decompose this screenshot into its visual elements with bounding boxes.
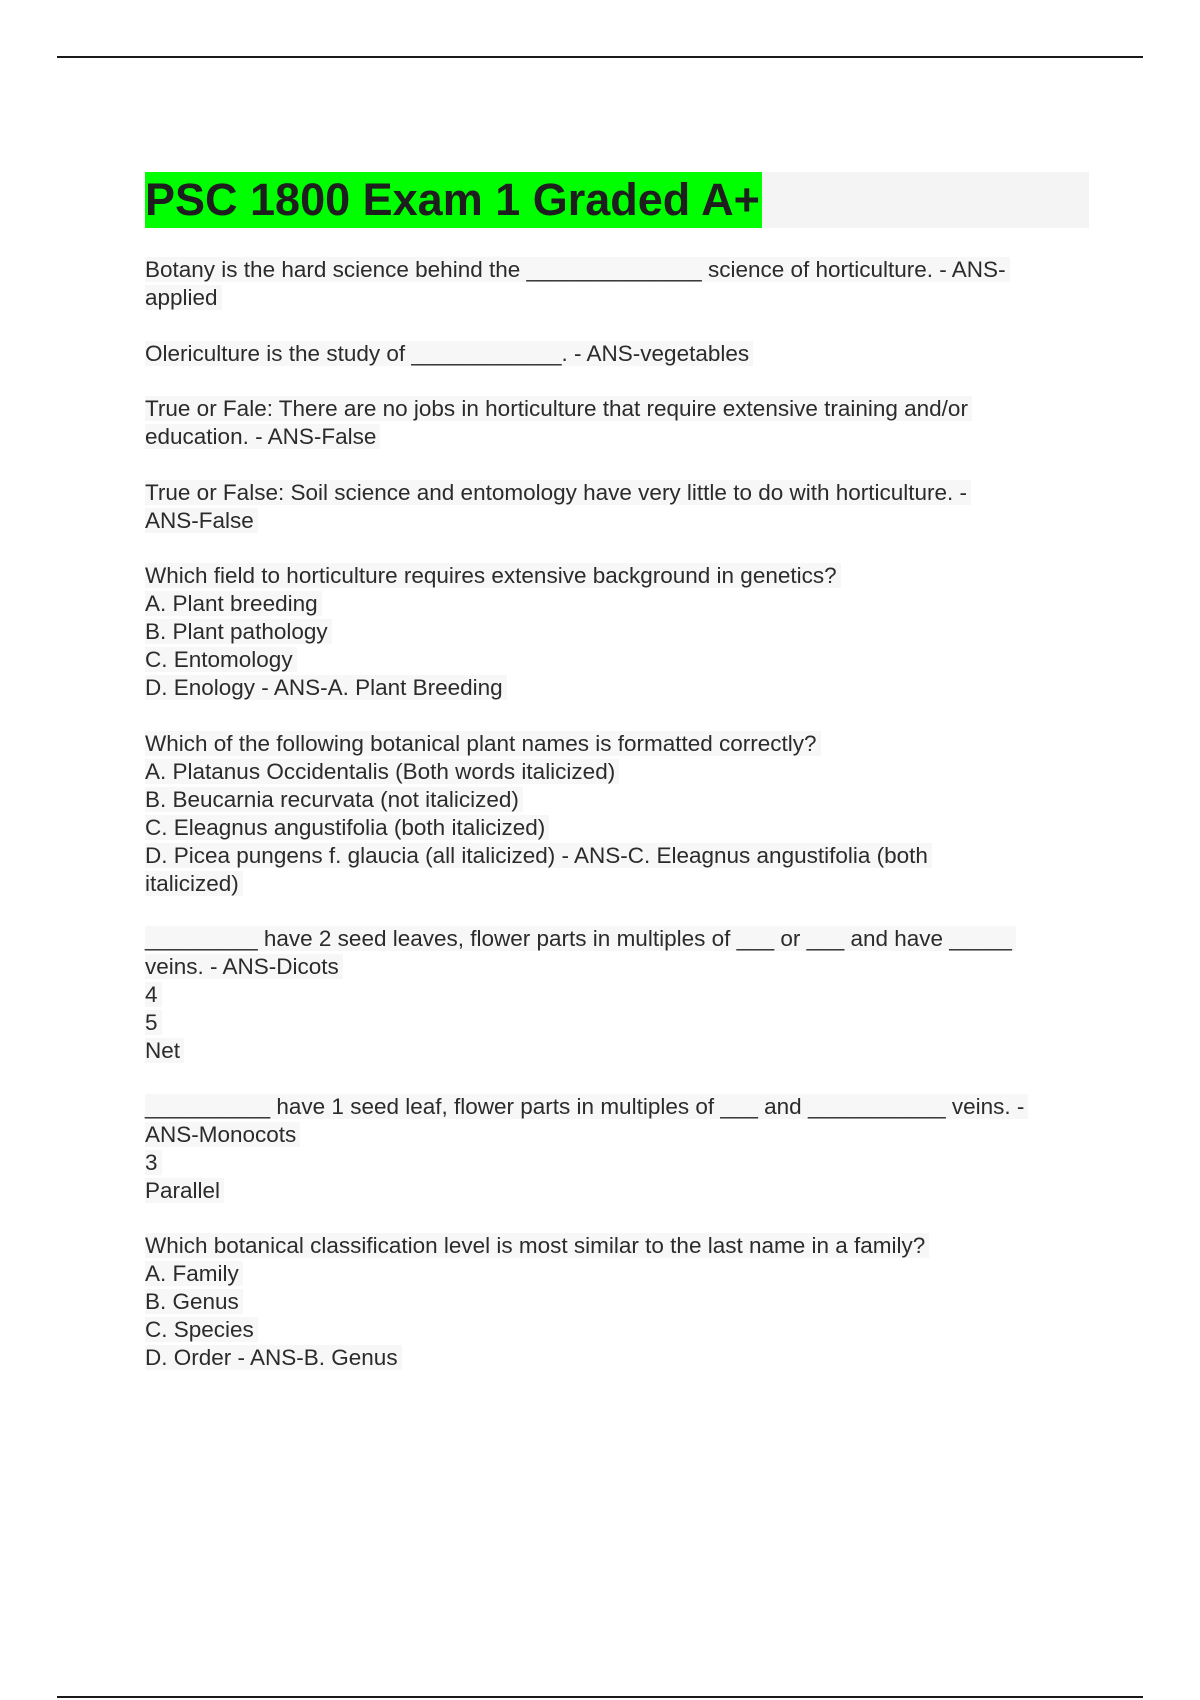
qa-line-text: ANS-False bbox=[145, 508, 258, 533]
qa-line-text: B. Plant pathology bbox=[145, 619, 332, 644]
qa-line bbox=[145, 1009, 1089, 1037]
qa-line-text: C. Species bbox=[145, 1317, 258, 1342]
qa-list bbox=[145, 256, 1089, 1372]
qa-line bbox=[145, 758, 1089, 786]
title-band bbox=[145, 172, 1089, 228]
qa-line bbox=[145, 674, 1089, 702]
qa-line bbox=[145, 284, 1089, 312]
qa-line bbox=[145, 1149, 1089, 1177]
qa-line-text: A. Plant breeding bbox=[145, 591, 322, 616]
qa-line bbox=[145, 507, 1089, 535]
qa-line bbox=[145, 618, 1089, 646]
qa-line bbox=[145, 1037, 1089, 1065]
qa-line-text: D. Enology - ANS-A. Plant Breeding bbox=[145, 675, 507, 700]
qa-line bbox=[145, 1344, 1089, 1372]
qa-line bbox=[145, 395, 1089, 423]
qa-entry bbox=[145, 479, 1089, 535]
qa-line-text: C. Eleagnus angustifolia (both italicized) bbox=[145, 815, 549, 840]
qa-line-text: italicized) bbox=[145, 871, 243, 896]
qa-line bbox=[145, 1260, 1089, 1288]
qa-entry bbox=[145, 256, 1089, 312]
document-title: PSC 1800 Exam 1 Graded A+ bbox=[145, 172, 762, 228]
qa-line-text: Which field to horticulture requires extensive background in genetics? bbox=[145, 563, 841, 588]
qa-line-text: A. Platanus Occidentalis (Both words italicized) bbox=[145, 759, 619, 784]
qa-line-text: Olericulture is the study of ____________. - ANS-vegetables bbox=[145, 341, 753, 366]
qa-line-text: B. Beucarnia recurvata (not italicized) bbox=[145, 787, 523, 812]
qa-line bbox=[145, 1288, 1089, 1316]
qa-line-text: applied bbox=[145, 285, 222, 310]
qa-line bbox=[145, 953, 1089, 981]
qa-entry bbox=[145, 925, 1089, 1065]
qa-entry bbox=[145, 1093, 1089, 1205]
qa-line bbox=[145, 786, 1089, 814]
qa-entry bbox=[145, 340, 1089, 368]
qa-line-text: Which botanical classification level is most similar to the last name in a family? bbox=[145, 1233, 929, 1258]
footer-divider bbox=[57, 1696, 1143, 1698]
qa-line-text: education. - ANS-False bbox=[145, 424, 380, 449]
qa-line-text: Net bbox=[145, 1038, 184, 1063]
qa-line-text: Botany is the hard science behind the ______________ science of horticulture. - ANS- bbox=[145, 257, 1010, 282]
qa-line bbox=[145, 340, 1089, 368]
qa-line-text: Which of the following botanical plant names is formatted correctly? bbox=[145, 731, 821, 756]
qa-entry bbox=[145, 1232, 1089, 1372]
qa-line bbox=[145, 256, 1089, 284]
header-divider bbox=[57, 56, 1143, 58]
qa-line bbox=[145, 1232, 1089, 1260]
qa-line bbox=[145, 423, 1089, 451]
qa-entry bbox=[145, 395, 1089, 451]
qa-line bbox=[145, 814, 1089, 842]
qa-line-text: ANS-Monocots bbox=[145, 1122, 300, 1147]
qa-line-text: D. Picea pungens f. glaucia (all italicized) - ANS-C. Eleagnus angustifolia (both bbox=[145, 843, 932, 868]
qa-line bbox=[145, 1093, 1089, 1121]
qa-line bbox=[145, 1177, 1089, 1205]
qa-line-text: True or Fale: There are no jobs in horticulture that require extensive training and/or bbox=[145, 396, 972, 421]
qa-entry bbox=[145, 562, 1089, 702]
qa-line bbox=[145, 730, 1089, 758]
qa-line bbox=[145, 562, 1089, 590]
qa-line-text: veins. - ANS-Dicots bbox=[145, 954, 343, 979]
qa-line-text: _________ have 2 seed leaves, flower parts in multiples of ___ or ___ and have _____ bbox=[145, 926, 1016, 951]
qa-line-text: Parallel bbox=[145, 1178, 224, 1203]
qa-line-text: 4 bbox=[145, 982, 162, 1007]
qa-line bbox=[145, 925, 1089, 953]
qa-line-text: B. Genus bbox=[145, 1289, 243, 1314]
qa-line bbox=[145, 479, 1089, 507]
qa-line bbox=[145, 590, 1089, 618]
qa-line bbox=[145, 981, 1089, 1009]
qa-entry bbox=[145, 730, 1089, 898]
qa-line-text: 5 bbox=[145, 1010, 162, 1035]
qa-line bbox=[145, 842, 1089, 870]
qa-line-text: 3 bbox=[145, 1150, 162, 1175]
document-body bbox=[145, 172, 1089, 1400]
qa-line bbox=[145, 870, 1089, 898]
qa-line-text: A. Family bbox=[145, 1261, 243, 1286]
qa-line-text: C. Entomology bbox=[145, 647, 297, 672]
qa-line bbox=[145, 646, 1089, 674]
qa-line bbox=[145, 1316, 1089, 1344]
qa-line bbox=[145, 1121, 1089, 1149]
qa-line-text: D. Order - ANS-B. Genus bbox=[145, 1345, 402, 1370]
qa-line-text: __________ have 1 seed leaf, flower parts in multiples of ___ and ___________ veins. - bbox=[145, 1094, 1028, 1119]
qa-line-text: True or False: Soil science and entomology have very little to do with horticulture. - bbox=[145, 480, 971, 505]
